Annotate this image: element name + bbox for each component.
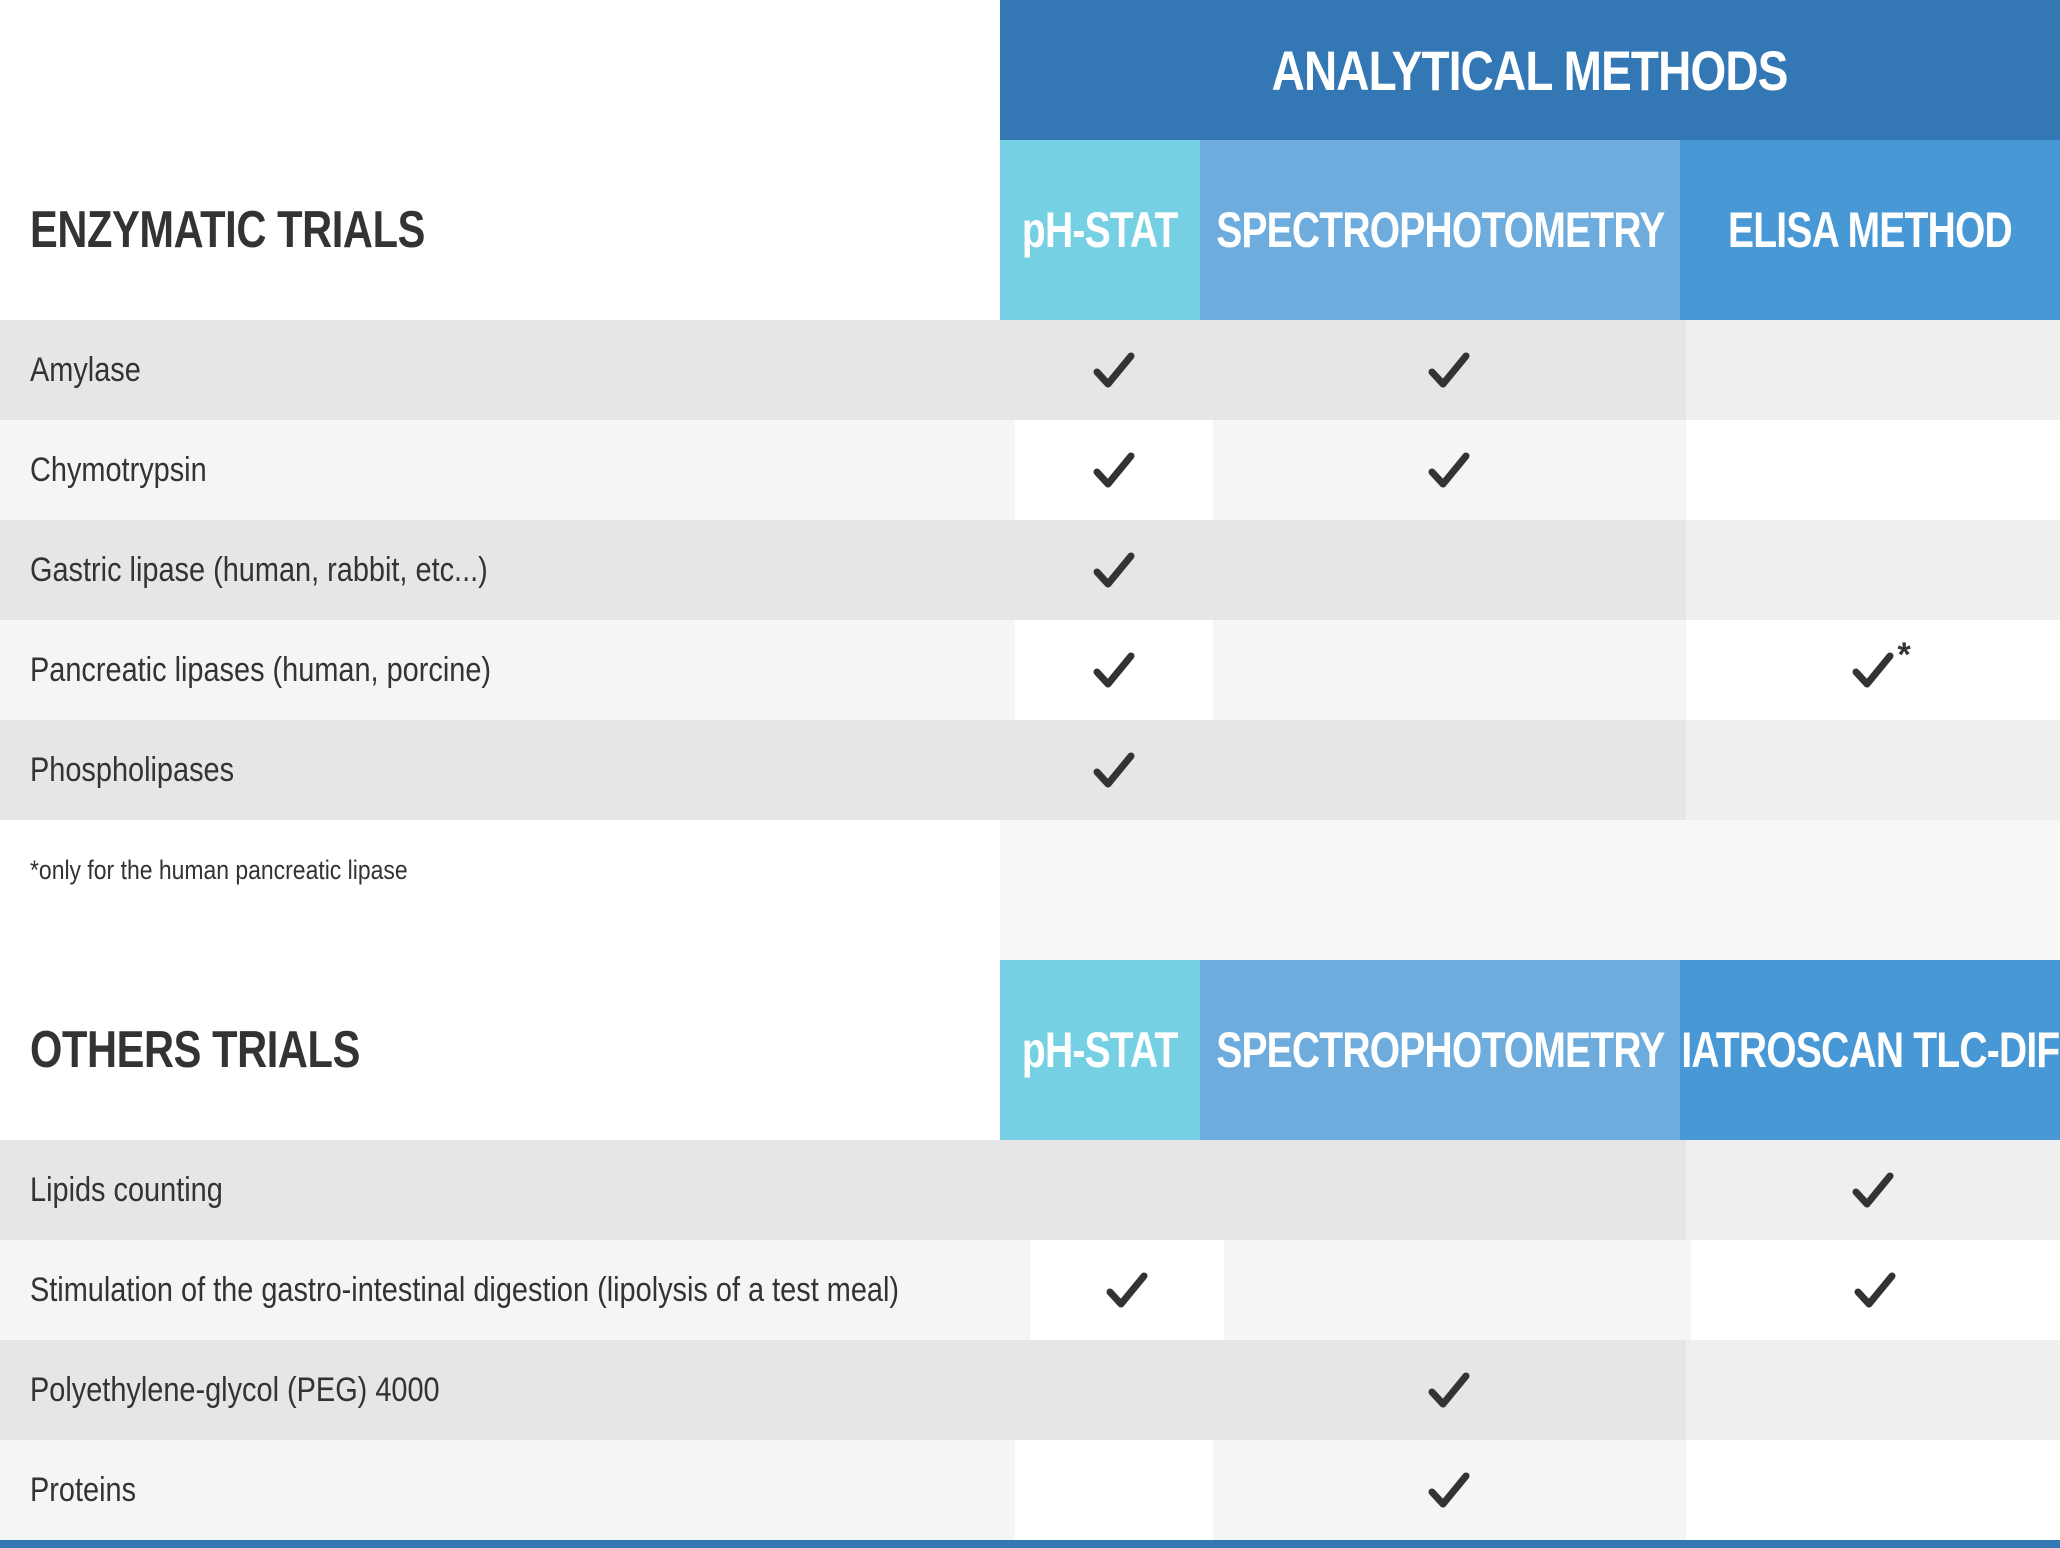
footnote-marker: *	[1897, 636, 1911, 674]
cell-third-method	[1686, 1340, 2060, 1440]
enzymatic-table-body	[0, 320, 2060, 820]
cell-ph-stat	[1015, 1140, 1212, 1240]
others-col-iatroscan: IATROSCAN TLC-DIF	[1680, 960, 2060, 1140]
cell-spectrophotometry	[1213, 1440, 1686, 1540]
cell-ph-stat	[1015, 1340, 1212, 1440]
table-row	[0, 1440, 2060, 1540]
analytical-methods-header	[1000, 0, 2060, 140]
cell-third-method	[1686, 1440, 2060, 1540]
table-row	[0, 520, 2060, 620]
others-table-body	[0, 1140, 2060, 1540]
cell-spectrophotometry	[1213, 320, 1686, 420]
row-label: Pancreatic lipases (human, porcine)	[0, 620, 1015, 720]
row-label: Polyethylene-glycol (PEG) 4000	[0, 1340, 1015, 1440]
table-row	[0, 1240, 2060, 1340]
cell-spectrophotometry	[1213, 620, 1686, 720]
row-label: Phospholipases	[0, 720, 1015, 820]
table-row	[0, 1340, 2060, 1440]
cell-third-method	[1686, 420, 2060, 520]
row-label: Chymotrypsin	[0, 420, 1015, 520]
check-icon	[1092, 548, 1136, 592]
cell-spectrophotometry	[1213, 1140, 1686, 1240]
cell-ph-stat	[1015, 620, 1212, 720]
enzymatic-col-ph-stat: pH-STAT	[1000, 140, 1200, 320]
footnote: *only for the human pancreatic lipase	[30, 854, 408, 885]
others-col-spectrophotometry: SPECTROPHOTOMETRY	[1200, 960, 1680, 1140]
table-row	[0, 620, 2060, 720]
cell-spectrophotometry	[1213, 720, 1686, 820]
check-icon	[1851, 1168, 1895, 1212]
cell-ph-stat	[1015, 720, 1212, 820]
row-label: Proteins	[0, 1440, 1015, 1540]
cell-ph-stat	[1015, 520, 1212, 620]
analytical-methods-title: ANALYTICAL METHODS	[1272, 38, 1788, 102]
cell-third-method	[1691, 1240, 2060, 1340]
check-icon	[1092, 448, 1136, 492]
check-icon	[1853, 1268, 1897, 1312]
cell-spectrophotometry	[1213, 520, 1686, 620]
table-row	[0, 420, 2060, 520]
check-icon	[1092, 748, 1136, 792]
cell-third-method	[1686, 720, 2060, 820]
cell-third-method	[1686, 520, 2060, 620]
check-icon	[1427, 448, 1471, 492]
row-label: Gastric lipase (human, rabbit, etc...)	[0, 520, 1015, 620]
cell-spectrophotometry	[1224, 1240, 1690, 1340]
check-icon	[1427, 1368, 1471, 1412]
cell-third-method	[1686, 320, 2060, 420]
row-label: Amylase	[0, 320, 1015, 420]
enzymatic-col-spectrophotometry: SPECTROPHOTOMETRY	[1200, 140, 1680, 320]
cell-ph-stat	[1030, 1240, 1224, 1340]
check-icon	[1092, 648, 1136, 692]
bottom-bar	[0, 1540, 2060, 1548]
cell-spectrophotometry	[1213, 1340, 1686, 1440]
check-icon	[1427, 1468, 1471, 1512]
check-icon	[1092, 348, 1136, 392]
enzymatic-col-elisa: ELISA METHOD	[1680, 140, 2060, 320]
check-icon	[1427, 348, 1471, 392]
cell-ph-stat	[1015, 420, 1212, 520]
check-icon	[1105, 1268, 1149, 1312]
table-row	[0, 320, 2060, 420]
table-row	[0, 720, 2060, 820]
cell-ph-stat	[1015, 320, 1212, 420]
cell-third-method	[1686, 620, 2060, 720]
cell-spectrophotometry	[1213, 420, 1686, 520]
footnote-spacer	[1000, 820, 2060, 960]
cell-ph-stat	[1015, 1440, 1212, 1540]
cell-third-method	[1686, 1140, 2060, 1240]
row-label: Stimulation of the gastro-intestinal digestion (lipolysis of a test meal)	[0, 1240, 1030, 1340]
table-row	[0, 1140, 2060, 1240]
check-icon	[1851, 648, 1895, 692]
enzymatic-section-title: ENZYMATIC TRIALS	[30, 201, 425, 259]
others-section-title: OTHERS TRIALS	[30, 1021, 360, 1079]
row-label: Lipids counting	[0, 1140, 1015, 1240]
others-col-ph-stat: pH-STAT	[1000, 960, 1200, 1140]
